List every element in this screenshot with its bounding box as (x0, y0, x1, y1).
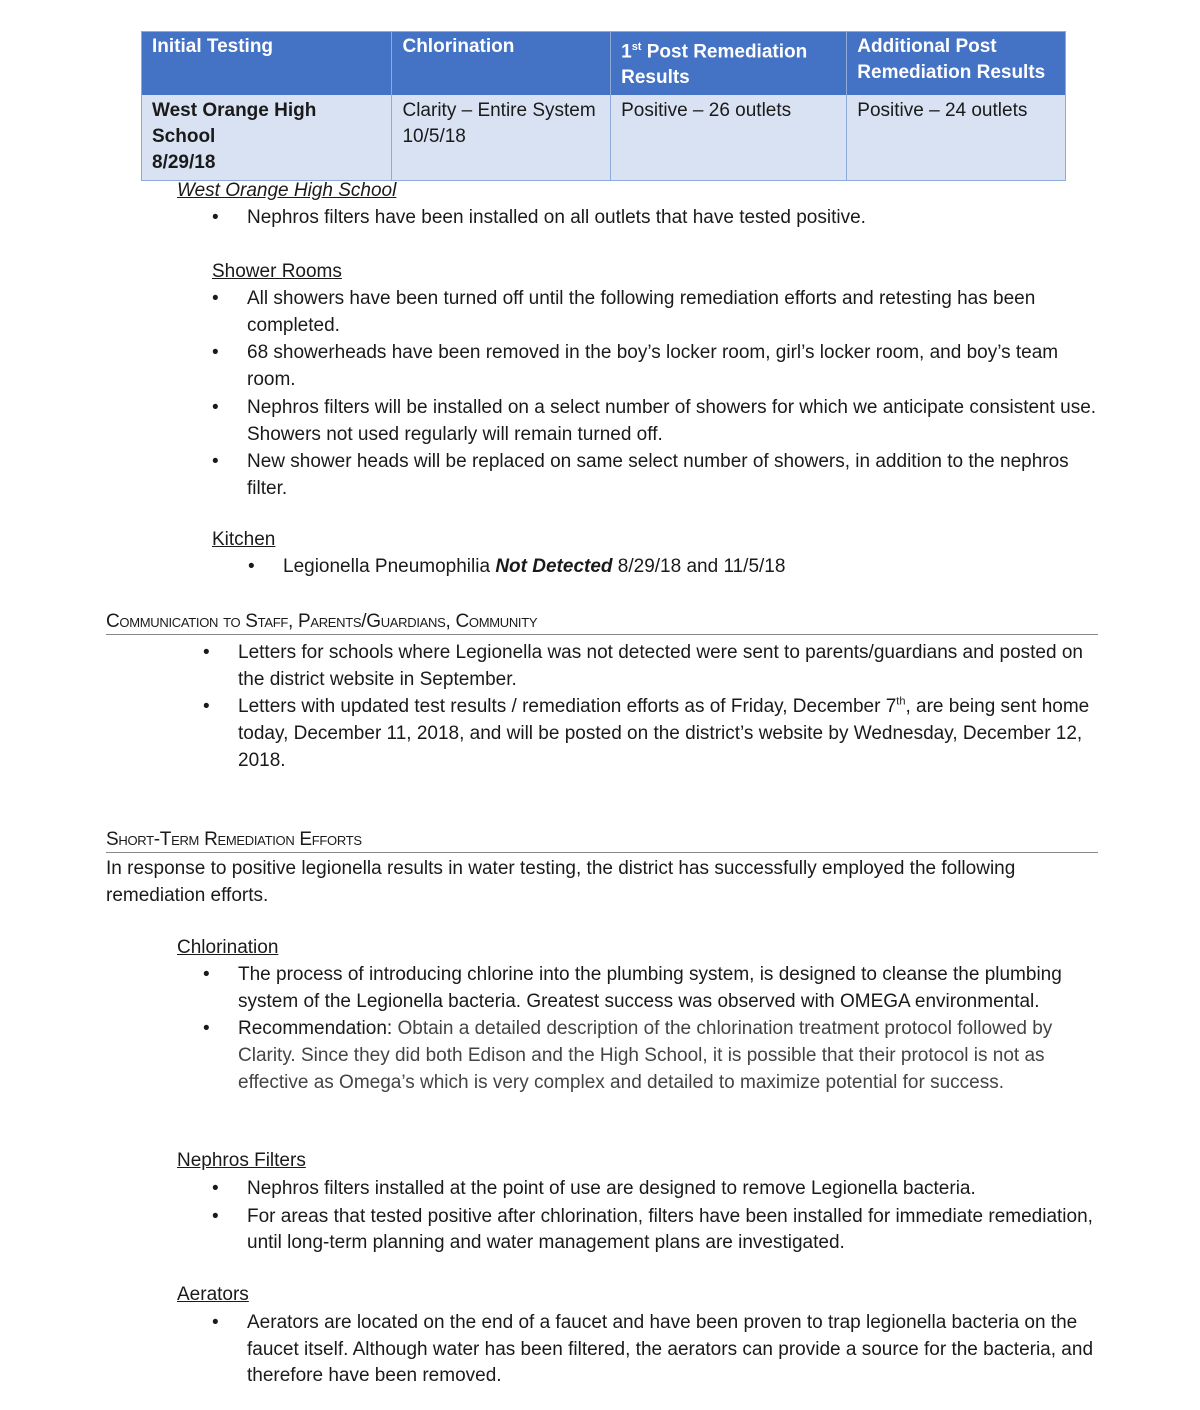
chlorination-list (203, 962, 1098, 1098)
list-item (212, 1176, 1097, 1203)
cell-initial-testing (142, 95, 392, 181)
bullet-icon: • (212, 451, 219, 473)
header-chlorination: Chlorination (392, 32, 611, 96)
list-item (212, 205, 1097, 232)
shower-rooms-heading: Shower Rooms (212, 261, 342, 282)
list-item-text: Nephros filters installed at the point of use are designed to remove Legionella bacteria. (247, 1178, 976, 1199)
cell-initial-date: 8/29/18 (152, 152, 216, 174)
list-item (203, 694, 1098, 774)
shower-rooms-list (212, 286, 1097, 504)
table-header-row (142, 32, 1066, 96)
header-first-number: 1 (621, 41, 632, 63)
bullet-icon: • (203, 642, 210, 663)
list-item (212, 340, 1097, 393)
bullet-icon: • (203, 696, 210, 718)
list-item (212, 449, 1097, 502)
bullet-icon: • (212, 396, 219, 418)
bullet-icon: • (212, 207, 219, 228)
cell-first-post: Positive – 26 outlets (611, 95, 847, 181)
school-bullet-list (212, 205, 1097, 233)
bullet-icon: • (248, 556, 255, 577)
list-item-text: New shower heads will be replaced on same select number of showers, in addition to the nephros filter. (247, 451, 1069, 499)
list-item (203, 962, 1098, 1015)
results-table (141, 31, 1066, 181)
list-item (212, 395, 1097, 448)
list-item-text: Aerators are located on the end of a faucet and have been proven to trap legionella bacteria on the faucet itself. Although water has been filtered, the aerators can provide a source for the bacteria, and therefore have been removed. (247, 1312, 1094, 1387)
list-item (212, 1204, 1097, 1257)
bullet-icon: • (212, 1205, 219, 1227)
header-additional-post-remediation: Additional Post Remediation Results (847, 32, 1066, 96)
short-term-heading: Short-Term Remediation Efforts (106, 828, 1098, 853)
kitchen-text-prefix: Legionella Pneumophilia (283, 556, 496, 577)
list-item (248, 554, 1083, 581)
kitchen-not-detected: Not Detected (495, 556, 613, 577)
list-item-text-suffix: , are being sent home today, December 11, 2018, and will be posted on the district’s website by Wednesday, December 12, 2018. (238, 696, 1090, 771)
recommendation-text: Obtain a detailed description of the chlorination treatment protocol followed by Clarity. Since they did both Edison and the High School, it is possible that their protocol is not as effective as Omega’s which is very complex and detailed to maximize potential for success. (238, 1018, 1053, 1093)
list-item-text: Letters for schools where Legionella was not detected were sent to parents/guardians and posted on the district website in September. (238, 642, 1083, 690)
bullet-icon: • (212, 342, 219, 364)
list-item-text: All showers have been turned off until the following remediation efforts and retesting has been completed. (247, 288, 1036, 336)
kitchen-list (248, 554, 1083, 582)
list-item-text: 68 showerheads have been removed in the boy’s locker room, girl’s locker room, and boy’s team room. (247, 342, 1059, 391)
list-item-text: Nephros filters will be installed on a select number of showers for which we anticipate consistent use. Showers not used regularly will remain turned off. (247, 396, 1097, 445)
list-item (203, 1016, 1098, 1096)
header-first-sup: st (631, 41, 642, 53)
kitchen-text-suffix: 8/29/18 and 11/5/18 (612, 556, 786, 577)
list-item (212, 1310, 1097, 1390)
list-item (203, 640, 1098, 693)
list-item (212, 286, 1097, 339)
list-item-text: The process of introducing chlorine into the plumbing system, is designed to cleanse the plumbing system of the Legionella bacteria. Greatest success was observed with OMEGA environmental. (238, 964, 1062, 1012)
header-first-rest: Post Remediation Results (621, 41, 808, 89)
cell-chlorination (392, 95, 611, 181)
list-item-text: Letters with updated test results / remediation efforts as of Friday, December 7 (238, 696, 897, 718)
bullet-icon: • (203, 1018, 210, 1040)
school-subheading: West Orange High School (177, 180, 397, 201)
communication-list (203, 640, 1098, 776)
cell-chlorination-date: 10/5/18 (402, 126, 466, 148)
cell-chlorination-vendor: Clarity – Entire System (402, 100, 596, 122)
bullet-icon: • (212, 288, 219, 309)
nephros-list (212, 1176, 1097, 1258)
communication-heading: Communication to Staff, Parents/Guardians, Community (106, 610, 1098, 635)
recommendation-label: Recommendation: (238, 1018, 398, 1040)
list-item-text: Nephros filters have been installed on all outlets that have tested positive. (247, 207, 866, 228)
nephros-heading: Nephros Filters (177, 1150, 306, 1171)
ordinal-sup: th (896, 696, 906, 709)
bullet-icon: • (212, 1178, 219, 1199)
aerators-list (212, 1310, 1097, 1391)
header-first-post-remediation (611, 32, 847, 96)
chlorination-heading: Chlorination (177, 937, 279, 958)
header-initial-testing: Initial Testing (142, 32, 392, 96)
cell-additional-post: Positive – 24 outlets (847, 95, 1066, 181)
kitchen-heading: Kitchen (212, 529, 276, 550)
aerators-heading: Aerators (177, 1284, 249, 1305)
cell-school-name: West Orange High School (152, 100, 317, 148)
short-term-intro: In response to positive legionella results in water testing, the district has successfully employed the following remediation efforts. (106, 858, 1016, 906)
table-row (142, 95, 1066, 181)
bullet-icon: • (212, 1312, 219, 1333)
list-item-text: For areas that tested positive after chlorination, filters have been installed for immediate remediation, until long-term planning and water management plans are investigated. (247, 1205, 1093, 1254)
bullet-icon: • (203, 964, 210, 985)
